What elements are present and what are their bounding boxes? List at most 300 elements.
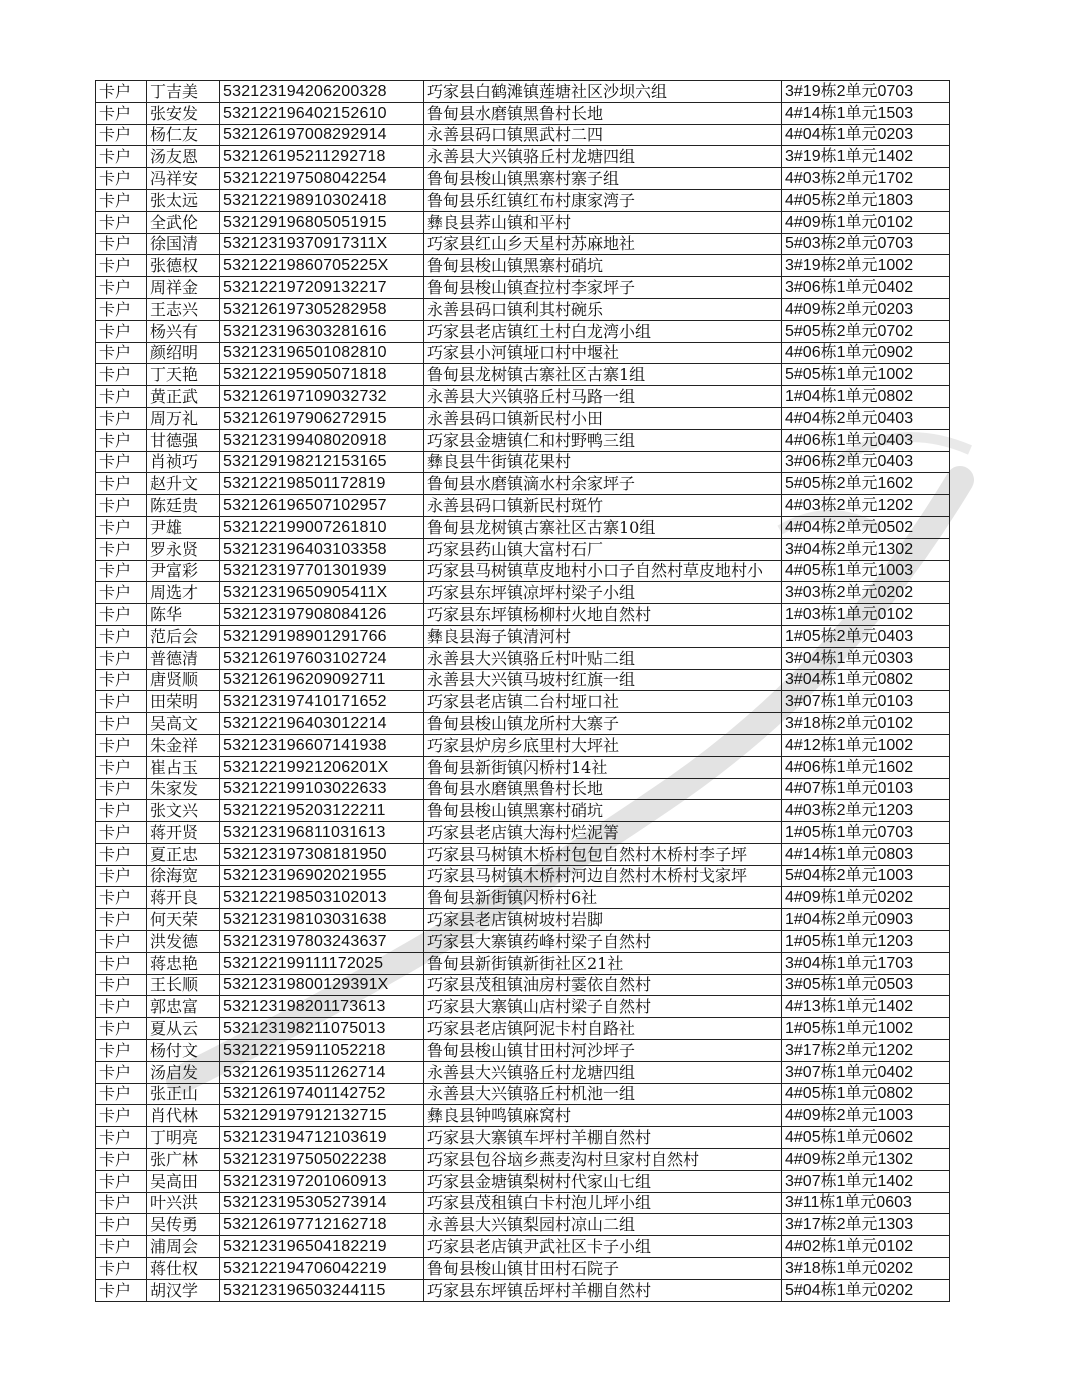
address-cell: 巧家县老店镇树坡村岩脚	[424, 909, 782, 931]
unit-cell: 1#05栋1单元0703	[782, 822, 950, 844]
id-number-cell: 532123196403103358	[220, 538, 424, 560]
address-cell: 巧家县茂租镇油房村霎依自然村	[424, 974, 782, 996]
address-cell: 鲁甸县乐红镇红布村康家湾子	[424, 189, 782, 211]
household-type-cell: 卡户	[96, 168, 147, 190]
table-row	[96, 1018, 950, 1040]
address-cell: 巧家县白鹤滩镇莲塘社区沙坝六组	[424, 81, 782, 103]
name-cell: 陈廷贵	[147, 495, 220, 517]
name-cell: 张广林	[147, 1149, 220, 1171]
household-type-cell: 卡户	[96, 1258, 147, 1280]
name-cell: 肖代林	[147, 1105, 220, 1127]
household-type-cell: 卡户	[96, 146, 147, 168]
unit-cell: 3#19栋2单元1002	[782, 255, 950, 277]
address-cell: 巧家县大寨镇药峰村梁子自然村	[424, 931, 782, 953]
id-number-cell: 532122199007261810	[220, 516, 424, 538]
id-number-cell: 532126197109032732	[220, 386, 424, 408]
name-cell: 普德清	[147, 647, 220, 669]
household-type-cell: 卡户	[96, 495, 147, 517]
name-cell: 浦周会	[147, 1236, 220, 1258]
table-row	[96, 778, 950, 800]
unit-cell: 3#04栋1单元0303	[782, 647, 950, 669]
unit-cell: 3#06栋2单元0403	[782, 451, 950, 473]
table-row	[96, 691, 950, 713]
id-number-cell: 532122199111172025	[220, 952, 424, 974]
table-row	[96, 429, 950, 451]
address-cell: 鲁甸县梭山镇甘田村石院子	[424, 1258, 782, 1280]
id-number-cell: 532129196805051915	[220, 211, 424, 233]
address-cell: 彝良县海子镇清河村	[424, 625, 782, 647]
unit-cell: 4#09栋1单元0102	[782, 211, 950, 233]
id-number-cell: 532126193511262714	[220, 1061, 424, 1083]
table-row	[96, 407, 950, 429]
id-number-cell: 532123196811031613	[220, 822, 424, 844]
name-cell: 朱家发	[147, 778, 220, 800]
table-row	[96, 1214, 950, 1236]
id-number-cell: 532126197906272915	[220, 407, 424, 429]
id-number-cell: 532123197908084126	[220, 604, 424, 626]
table-row	[96, 1279, 950, 1301]
name-cell: 蒋忠艳	[147, 952, 220, 974]
id-number-cell: 532123195305273914	[220, 1192, 424, 1214]
name-cell: 田荣明	[147, 691, 220, 713]
id-number-cell: 532122196402152610	[220, 102, 424, 124]
unit-cell: 3#07栋1单元0402	[782, 1061, 950, 1083]
name-cell: 朱金祥	[147, 734, 220, 756]
table-row	[96, 538, 950, 560]
name-cell: 范后会	[147, 625, 220, 647]
address-cell: 永善县大兴镇骆丘村马路一组	[424, 386, 782, 408]
table-row	[96, 1192, 950, 1214]
household-type-cell: 卡户	[96, 1127, 147, 1149]
name-cell: 张文兴	[147, 800, 220, 822]
unit-cell: 3#05栋1单元0503	[782, 974, 950, 996]
id-number-cell: 532122195905071818	[220, 364, 424, 386]
name-cell: 汤启发	[147, 1061, 220, 1083]
id-number-cell: 53212319370917311X	[220, 233, 424, 255]
id-number-cell: 532123198201173613	[220, 996, 424, 1018]
name-cell: 王志兴	[147, 298, 220, 320]
table-row	[96, 734, 950, 756]
table-row	[96, 647, 950, 669]
table-row	[96, 386, 950, 408]
unit-cell: 4#05栋2单元1803	[782, 189, 950, 211]
name-cell: 全武伦	[147, 211, 220, 233]
unit-cell: 5#04栋1单元0202	[782, 1279, 950, 1301]
table-row	[96, 996, 950, 1018]
id-number-cell: 532122197209132217	[220, 277, 424, 299]
unit-cell: 4#09栋1单元0202	[782, 887, 950, 909]
household-type-cell: 卡户	[96, 342, 147, 364]
household-type-cell: 卡户	[96, 320, 147, 342]
unit-cell: 4#12栋1单元1002	[782, 734, 950, 756]
unit-cell: 4#06栋1单元0902	[782, 342, 950, 364]
address-cell: 巧家县老店镇红土村白龙湾小组	[424, 320, 782, 342]
name-cell: 汤友恩	[147, 146, 220, 168]
household-type-cell: 卡户	[96, 364, 147, 386]
id-number-cell: 53212219921206201X	[220, 756, 424, 778]
name-cell: 陈华	[147, 604, 220, 626]
household-type-cell: 卡户	[96, 974, 147, 996]
table-row	[96, 168, 950, 190]
household-type-cell: 卡户	[96, 1192, 147, 1214]
unit-cell: 3#18栋2单元0102	[782, 713, 950, 735]
address-cell: 巧家县老店镇尹武社区卡子小组	[424, 1236, 782, 1258]
name-cell: 张安发	[147, 102, 220, 124]
unit-cell: 5#05栋2单元1602	[782, 473, 950, 495]
name-cell: 王长顺	[147, 974, 220, 996]
id-number-cell: 532123194206200328	[220, 81, 424, 103]
id-number-cell: 532123197701301939	[220, 560, 424, 582]
table-row	[96, 233, 950, 255]
id-number-cell: 532122199103022633	[220, 778, 424, 800]
unit-cell: 3#04栋2单元1302	[782, 538, 950, 560]
table-row	[96, 495, 950, 517]
address-cell: 永善县码口镇新民村小田	[424, 407, 782, 429]
household-type-cell: 卡户	[96, 713, 147, 735]
address-cell: 巧家县大寨镇山店村梁子自然村	[424, 996, 782, 1018]
id-number-cell: 532129197912132715	[220, 1105, 424, 1127]
id-number-cell: 532122198503102013	[220, 887, 424, 909]
household-type-cell: 卡户	[96, 429, 147, 451]
table-row	[96, 364, 950, 386]
household-type-cell: 卡户	[96, 1214, 147, 1236]
address-cell: 永善县码口镇利其村碗乐	[424, 298, 782, 320]
unit-cell: 3#03栋2单元0202	[782, 582, 950, 604]
address-cell: 鲁甸县梭山镇龙所村大寨子	[424, 713, 782, 735]
address-cell: 巧家县东坪镇岳坪村羊棚自然村	[424, 1279, 782, 1301]
name-cell: 尹富彩	[147, 560, 220, 582]
address-cell: 彝良县牛街镇花果村	[424, 451, 782, 473]
id-number-cell: 532129198212153165	[220, 451, 424, 473]
name-cell: 崔占玉	[147, 756, 220, 778]
id-number-cell: 532122194706042219	[220, 1258, 424, 1280]
table-row	[96, 756, 950, 778]
name-cell: 赵升文	[147, 473, 220, 495]
table-row	[96, 1170, 950, 1192]
household-type-cell: 卡户	[96, 778, 147, 800]
table-row	[96, 1083, 950, 1105]
id-number-cell: 532123198211075013	[220, 1018, 424, 1040]
address-cell: 巧家县茂租镇白卡村泡儿坪小组	[424, 1192, 782, 1214]
household-type-cell: 卡户	[96, 1061, 147, 1083]
address-cell: 永善县大兴镇骆丘村龙塘四组	[424, 1061, 782, 1083]
address-cell: 巧家县红山乡天星村苏麻地社	[424, 233, 782, 255]
id-number-cell: 532123197308181950	[220, 843, 424, 865]
table-row	[96, 342, 950, 364]
unit-cell: 4#09栋2单元1302	[782, 1149, 950, 1171]
unit-cell: 4#09栋2单元1003	[782, 1105, 950, 1127]
id-number-cell: 532122198501172819	[220, 473, 424, 495]
address-cell: 永善县码口镇黑武村二四	[424, 124, 782, 146]
id-number-cell: 532123197201060913	[220, 1170, 424, 1192]
unit-cell: 3#04栋1单元0802	[782, 669, 950, 691]
table-row	[96, 931, 950, 953]
id-number-cell: 532126197008292914	[220, 124, 424, 146]
address-cell: 巧家县东坪镇凉坪村梁子小组	[424, 582, 782, 604]
unit-cell: 4#04栋2单元0403	[782, 407, 950, 429]
household-type-cell: 卡户	[96, 931, 147, 953]
name-cell: 肖祯巧	[147, 451, 220, 473]
id-number-cell: 532129198901291766	[220, 625, 424, 647]
name-cell: 张太远	[147, 189, 220, 211]
resettlement-table	[95, 80, 950, 1302]
household-type-cell: 卡户	[96, 407, 147, 429]
address-cell: 鲁甸县梭山镇黑寨村硝坑	[424, 255, 782, 277]
unit-cell: 4#03栋2单元1203	[782, 800, 950, 822]
address-cell: 鲁甸县水磨镇黑鲁村长地	[424, 778, 782, 800]
household-type-cell: 卡户	[96, 604, 147, 626]
table-row	[96, 451, 950, 473]
table-row	[96, 560, 950, 582]
name-cell: 周选才	[147, 582, 220, 604]
household-type-cell: 卡户	[96, 102, 147, 124]
id-number-cell: 532126197401142752	[220, 1083, 424, 1105]
household-type-cell: 卡户	[96, 538, 147, 560]
id-number-cell: 532126197305282958	[220, 298, 424, 320]
address-cell: 巧家县马树镇木桥村包包自然村木桥村李子坪	[424, 843, 782, 865]
unit-cell: 3#07栋1单元1402	[782, 1170, 950, 1192]
household-type-cell: 卡户	[96, 516, 147, 538]
household-type-cell: 卡户	[96, 669, 147, 691]
unit-cell: 4#05栋1单元0602	[782, 1127, 950, 1149]
name-cell: 颜绍明	[147, 342, 220, 364]
household-type-cell: 卡户	[96, 386, 147, 408]
name-cell: 黄正武	[147, 386, 220, 408]
address-cell: 鲁甸县龙树镇古寨社区古寨10组	[424, 516, 782, 538]
address-cell: 巧家县小河镇垭口村中堰社	[424, 342, 782, 364]
address-cell: 永善县大兴镇梨园村凉山二组	[424, 1214, 782, 1236]
address-cell: 鲁甸县梭山镇黑寨村寨子组	[424, 168, 782, 190]
name-cell: 郭忠富	[147, 996, 220, 1018]
unit-cell: 1#03栋1单元0102	[782, 604, 950, 626]
name-cell: 尹雄	[147, 516, 220, 538]
id-number-cell: 532122195911052218	[220, 1040, 424, 1062]
address-cell: 彝良县荞山镇和平村	[424, 211, 782, 233]
id-number-cell: 532126196507102957	[220, 495, 424, 517]
table-row	[96, 255, 950, 277]
name-cell: 唐贤顺	[147, 669, 220, 691]
unit-cell: 3#04栋1单元1703	[782, 952, 950, 974]
table-row	[96, 1236, 950, 1258]
table-row	[96, 516, 950, 538]
unit-cell: 4#03栋2单元1702	[782, 168, 950, 190]
id-number-cell: 532123196902021955	[220, 865, 424, 887]
household-type-cell: 卡户	[96, 1236, 147, 1258]
table-row	[96, 582, 950, 604]
address-cell: 永善县大兴镇马坡村红旗一组	[424, 669, 782, 691]
unit-cell: 4#04栋2单元0502	[782, 516, 950, 538]
table-row	[96, 211, 950, 233]
id-number-cell: 532123196503244115	[220, 1279, 424, 1301]
household-type-cell: 卡户	[96, 734, 147, 756]
unit-cell: 5#04栋2单元1003	[782, 865, 950, 887]
table-row	[96, 189, 950, 211]
table-row	[96, 843, 950, 865]
name-cell: 徐海宽	[147, 865, 220, 887]
address-cell: 鲁甸县龙树镇古寨社区古寨1组	[424, 364, 782, 386]
id-number-cell: 532123197410171652	[220, 691, 424, 713]
table-row	[96, 298, 950, 320]
address-cell: 巧家县包谷垴乡燕麦沟村旦家村自然村	[424, 1149, 782, 1171]
household-type-cell: 卡户	[96, 255, 147, 277]
household-type-cell: 卡户	[96, 124, 147, 146]
unit-cell: 3#18栋1单元0202	[782, 1258, 950, 1280]
household-type-cell: 卡户	[96, 582, 147, 604]
unit-cell: 4#03栋2单元1202	[782, 495, 950, 517]
table-row	[96, 277, 950, 299]
address-cell: 巧家县马树镇草皮地村小口子自然村草皮地村小	[424, 560, 782, 582]
table-row	[96, 669, 950, 691]
household-type-cell: 卡户	[96, 1018, 147, 1040]
unit-cell: 4#09栋2单元0203	[782, 298, 950, 320]
table-row	[96, 887, 950, 909]
name-cell: 蒋开贤	[147, 822, 220, 844]
name-cell: 丁天艳	[147, 364, 220, 386]
unit-cell: 4#14栋1单元0803	[782, 843, 950, 865]
household-type-cell: 卡户	[96, 625, 147, 647]
address-cell: 巧家县老店镇阿泥卡村自路社	[424, 1018, 782, 1040]
name-cell: 杨付文	[147, 1040, 220, 1062]
household-type-cell: 卡户	[96, 81, 147, 103]
unit-cell: 4#04栋1单元0203	[782, 124, 950, 146]
table-row	[96, 473, 950, 495]
id-number-cell: 532123194712103619	[220, 1127, 424, 1149]
name-cell: 甘德强	[147, 429, 220, 451]
name-cell: 杨兴有	[147, 320, 220, 342]
table-row	[96, 974, 950, 996]
address-cell: 彝良县钟鸣镇麻窝村	[424, 1105, 782, 1127]
table-row	[96, 909, 950, 931]
address-cell: 巧家县马树镇木桥村河边自然村木桥村戈家坪	[424, 865, 782, 887]
document-sheet	[95, 80, 949, 1302]
id-number-cell: 532122195203122211	[220, 800, 424, 822]
household-type-cell: 卡户	[96, 887, 147, 909]
unit-cell: 5#05栋2单元0702	[782, 320, 950, 342]
address-cell: 巧家县药山镇大富村石厂	[424, 538, 782, 560]
unit-cell: 1#05栋2单元0403	[782, 625, 950, 647]
household-type-cell: 卡户	[96, 1040, 147, 1062]
name-cell: 罗永贤	[147, 538, 220, 560]
unit-cell: 3#11栋1单元0603	[782, 1192, 950, 1214]
household-type-cell: 卡户	[96, 1149, 147, 1171]
name-cell: 周祥金	[147, 277, 220, 299]
household-type-cell: 卡户	[96, 996, 147, 1018]
household-type-cell: 卡户	[96, 233, 147, 255]
name-cell: 丁明亮	[147, 1127, 220, 1149]
household-type-cell: 卡户	[96, 800, 147, 822]
table-row	[96, 822, 950, 844]
household-type-cell: 卡户	[96, 865, 147, 887]
household-type-cell: 卡户	[96, 451, 147, 473]
table-row	[96, 865, 950, 887]
household-type-cell: 卡户	[96, 691, 147, 713]
table-row	[96, 604, 950, 626]
address-cell: 永善县大兴镇骆丘村龙塘四组	[424, 146, 782, 168]
address-cell: 巧家县老店镇二台村垭口社	[424, 691, 782, 713]
unit-cell: 3#17栋2单元1303	[782, 1214, 950, 1236]
household-type-cell: 卡户	[96, 189, 147, 211]
address-cell: 巧家县金塘镇仁和村野鸭三组	[424, 429, 782, 451]
name-cell: 夏正忠	[147, 843, 220, 865]
address-cell: 巧家县金塘镇梨树村代家山七组	[424, 1170, 782, 1192]
name-cell: 丁吉美	[147, 81, 220, 103]
unit-cell: 3#06栋1单元0402	[782, 277, 950, 299]
name-cell: 蒋仕权	[147, 1258, 220, 1280]
name-cell: 胡汉学	[147, 1279, 220, 1301]
id-number-cell: 532123196501082810	[220, 342, 424, 364]
name-cell: 何天荣	[147, 909, 220, 931]
name-cell: 吴高文	[147, 713, 220, 735]
household-type-cell: 卡户	[96, 298, 147, 320]
id-number-cell: 532126195211292718	[220, 146, 424, 168]
unit-cell: 1#05栋1单元1002	[782, 1018, 950, 1040]
unit-cell: 1#04栋2单元0903	[782, 909, 950, 931]
table-row	[96, 952, 950, 974]
table-row	[96, 1105, 950, 1127]
name-cell: 冯祥安	[147, 168, 220, 190]
household-type-cell: 卡户	[96, 1083, 147, 1105]
unit-cell: 4#07栋1单元0103	[782, 778, 950, 800]
household-type-cell: 卡户	[96, 560, 147, 582]
table-row	[96, 1258, 950, 1280]
name-cell: 徐国清	[147, 233, 220, 255]
address-cell: 鲁甸县水磨镇黑鲁村长地	[424, 102, 782, 124]
unit-cell: 1#05栋1单元1203	[782, 931, 950, 953]
unit-cell: 5#03栋2单元0703	[782, 233, 950, 255]
household-type-cell: 卡户	[96, 952, 147, 974]
unit-cell: 3#19栋1单元1402	[782, 146, 950, 168]
table-row	[96, 1040, 950, 1062]
id-number-cell: 532123197505022238	[220, 1149, 424, 1171]
address-cell: 鲁甸县梭山镇甘田村河沙坪子	[424, 1040, 782, 1062]
id-number-cell: 532123199408020918	[220, 429, 424, 451]
unit-cell: 4#13栋1单元1402	[782, 996, 950, 1018]
id-number-cell: 532126197603102724	[220, 647, 424, 669]
name-cell: 张德权	[147, 255, 220, 277]
address-cell: 鲁甸县水磨镇滴水村余家坪子	[424, 473, 782, 495]
id-number-cell: 532123196303281616	[220, 320, 424, 342]
table-row	[96, 713, 950, 735]
address-cell: 永善县大兴镇骆丘村机池一组	[424, 1083, 782, 1105]
household-type-cell: 卡户	[96, 843, 147, 865]
table-row	[96, 146, 950, 168]
name-cell: 夏从云	[147, 1018, 220, 1040]
household-type-cell: 卡户	[96, 473, 147, 495]
unit-cell: 3#17栋2单元1202	[782, 1040, 950, 1062]
unit-cell: 4#05栋1单元0802	[782, 1083, 950, 1105]
address-cell: 鲁甸县新街镇闪桥村6社	[424, 887, 782, 909]
table-row	[96, 102, 950, 124]
id-number-cell: 532123197803243637	[220, 931, 424, 953]
name-cell: 吴高田	[147, 1170, 220, 1192]
household-type-cell: 卡户	[96, 647, 147, 669]
address-cell: 鲁甸县梭山镇黑寨村硝坑	[424, 800, 782, 822]
name-cell: 周万礼	[147, 407, 220, 429]
household-type-cell: 卡户	[96, 1279, 147, 1301]
name-cell: 蒋开良	[147, 887, 220, 909]
unit-cell: 1#04栋1单元0802	[782, 386, 950, 408]
household-type-cell: 卡户	[96, 909, 147, 931]
id-number-cell: 532123196607141938	[220, 734, 424, 756]
unit-cell: 3#07栋1单元0103	[782, 691, 950, 713]
unit-cell: 4#02栋1单元0102	[782, 1236, 950, 1258]
address-cell: 鲁甸县新街镇闪桥村14社	[424, 756, 782, 778]
address-cell: 巧家县东坪镇杨柳村火地自然村	[424, 604, 782, 626]
table-row	[96, 1127, 950, 1149]
table-row	[96, 81, 950, 103]
name-cell: 杨仁友	[147, 124, 220, 146]
unit-cell: 5#05栋1单元1002	[782, 364, 950, 386]
